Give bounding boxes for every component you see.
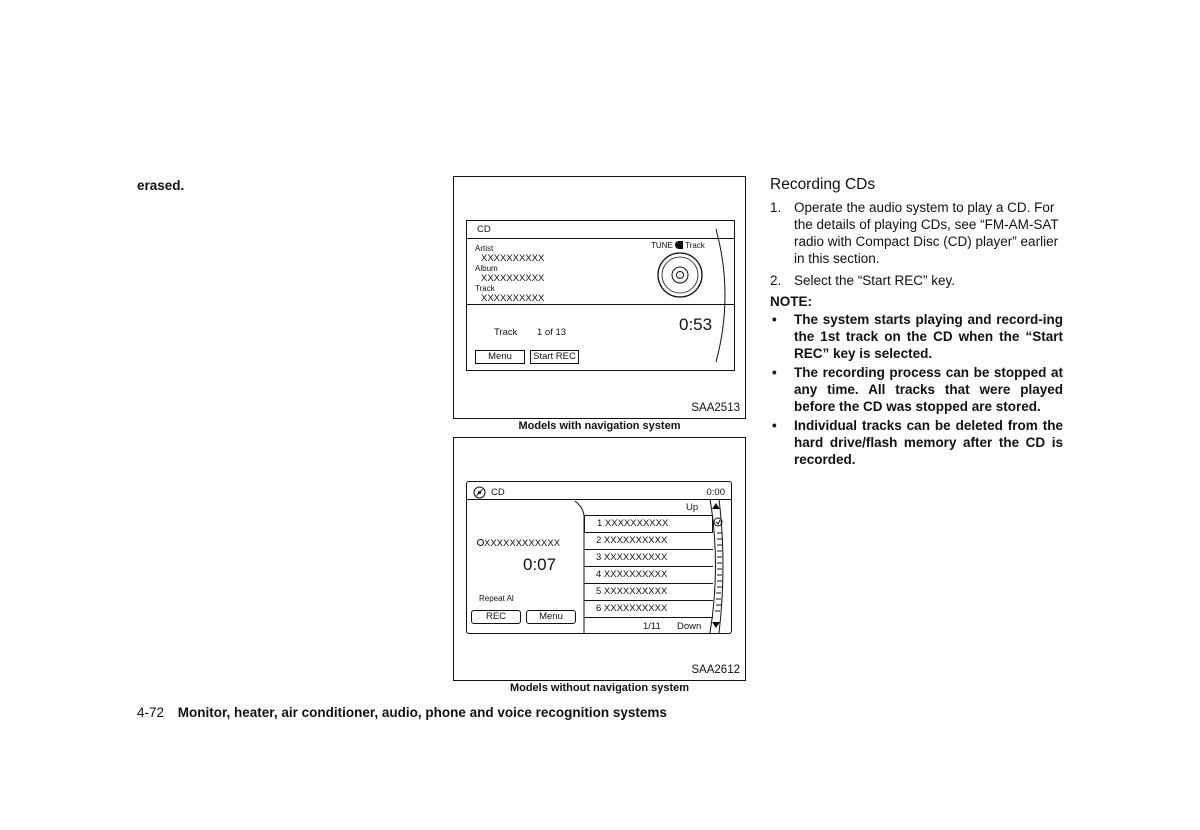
track-value: XXXXXXXXXX <box>481 293 545 304</box>
screen-title: CD <box>491 487 505 498</box>
track-status-value: 1 of 13 <box>537 327 567 338</box>
bullet: • <box>772 312 777 327</box>
list-item[interactable]: 3 XXXXXXXXXX <box>584 550 713 567</box>
list-item[interactable]: 2 XXXXXXXXXX <box>584 533 713 550</box>
tune-track-indicator <box>651 241 705 250</box>
menu-button[interactable]: Menu <box>526 610 576 624</box>
page-indicator: 1/11 <box>643 621 661 632</box>
step-item: 2. Select the “Start REC” key. <box>770 273 956 288</box>
note-item: • Individual tracks can be deleted from the hard drive/flash memory after the CD is recorded. <box>772 418 1063 467</box>
screen-edge-arc <box>712 221 736 370</box>
section-heading: Recording CDs <box>770 176 876 193</box>
bullet: • <box>772 418 777 433</box>
note-item: • The system starts playing and record-ing the 1st track on the CD when the “Start REC” key is selected. <box>772 312 1063 361</box>
album-label: Album <box>475 264 498 273</box>
screen-title: CD <box>477 224 491 235</box>
menu-button[interactable]: Menu <box>475 350 525 364</box>
top-time: 0:00 <box>706 487 725 498</box>
elapsed-time: 0:53 <box>679 315 713 334</box>
page-footer <box>137 705 667 720</box>
track-label: Track <box>475 284 495 293</box>
instruction-list <box>770 199 1063 470</box>
cd-disc-icon <box>655 250 705 300</box>
page-number: 4-72 <box>137 705 165 720</box>
knob-icon <box>675 241 683 249</box>
title-divider <box>467 499 731 500</box>
artist-label: Artist <box>475 244 494 253</box>
chapter-title: Monitor, heater, air conditioner, audio, phone and voice recognition systems <box>177 705 667 720</box>
figure-with-navigation <box>453 176 746 419</box>
figure-caption: Models with navigation system <box>518 420 681 432</box>
figure-caption: Models without navigation system <box>509 682 690 694</box>
figure-code: SAA2612 <box>691 664 740 676</box>
elapsed-time: 0:07 <box>523 555 557 574</box>
bullet: • <box>772 365 777 380</box>
left-column-text: erased. <box>137 178 185 193</box>
track-knob-label: Track <box>685 241 705 250</box>
artist-value: XXXXXXXXXXXX <box>477 538 560 549</box>
figure-without-navigation <box>453 437 746 681</box>
title-divider <box>467 238 734 239</box>
list-item[interactable]: 5 XXXXXXXXXX <box>584 584 713 601</box>
up-label: Up <box>686 502 699 513</box>
scrollbar[interactable] <box>707 499 729 633</box>
note-label: NOTE: <box>770 294 812 309</box>
list-item-selected[interactable]: 1 XXXXXXXXXX <box>584 515 713 533</box>
disc-icon <box>473 486 486 499</box>
down-label: Down <box>677 621 702 632</box>
tune-label: TUNE <box>651 241 673 250</box>
step-item: 1. Operate the audio system to play a CD. For the details of playing CDs, see “FM-AM-SAT radio with Compact Disc (CD) player” earlier in this section. <box>770 200 1059 266</box>
info-divider <box>467 304 734 305</box>
note-item: • The recording process can be stopped at any time. All tracks that were played before the CD was stopped are stored. <box>772 365 1063 414</box>
disc-small-icon <box>477 539 484 546</box>
figure-code: SAA2513 <box>691 402 740 414</box>
artist-value: XXXXXXXXXX <box>481 253 545 264</box>
album-value: XXXXXXXXXX <box>481 273 545 284</box>
track-status-label: Track <box>494 327 518 338</box>
start-rec-button[interactable]: Start REC <box>530 350 579 364</box>
list-item[interactable]: 4 XXXXXXXXXX <box>584 567 713 584</box>
cd-screen-nav <box>466 220 735 371</box>
track-list[interactable] <box>584 515 713 618</box>
rec-button[interactable]: REC <box>471 610 521 624</box>
repeat-label: Repeat Al <box>479 594 514 603</box>
cd-screen-no-nav <box>466 481 732 634</box>
list-item[interactable]: 6 XXXXXXXXXX <box>584 601 713 618</box>
